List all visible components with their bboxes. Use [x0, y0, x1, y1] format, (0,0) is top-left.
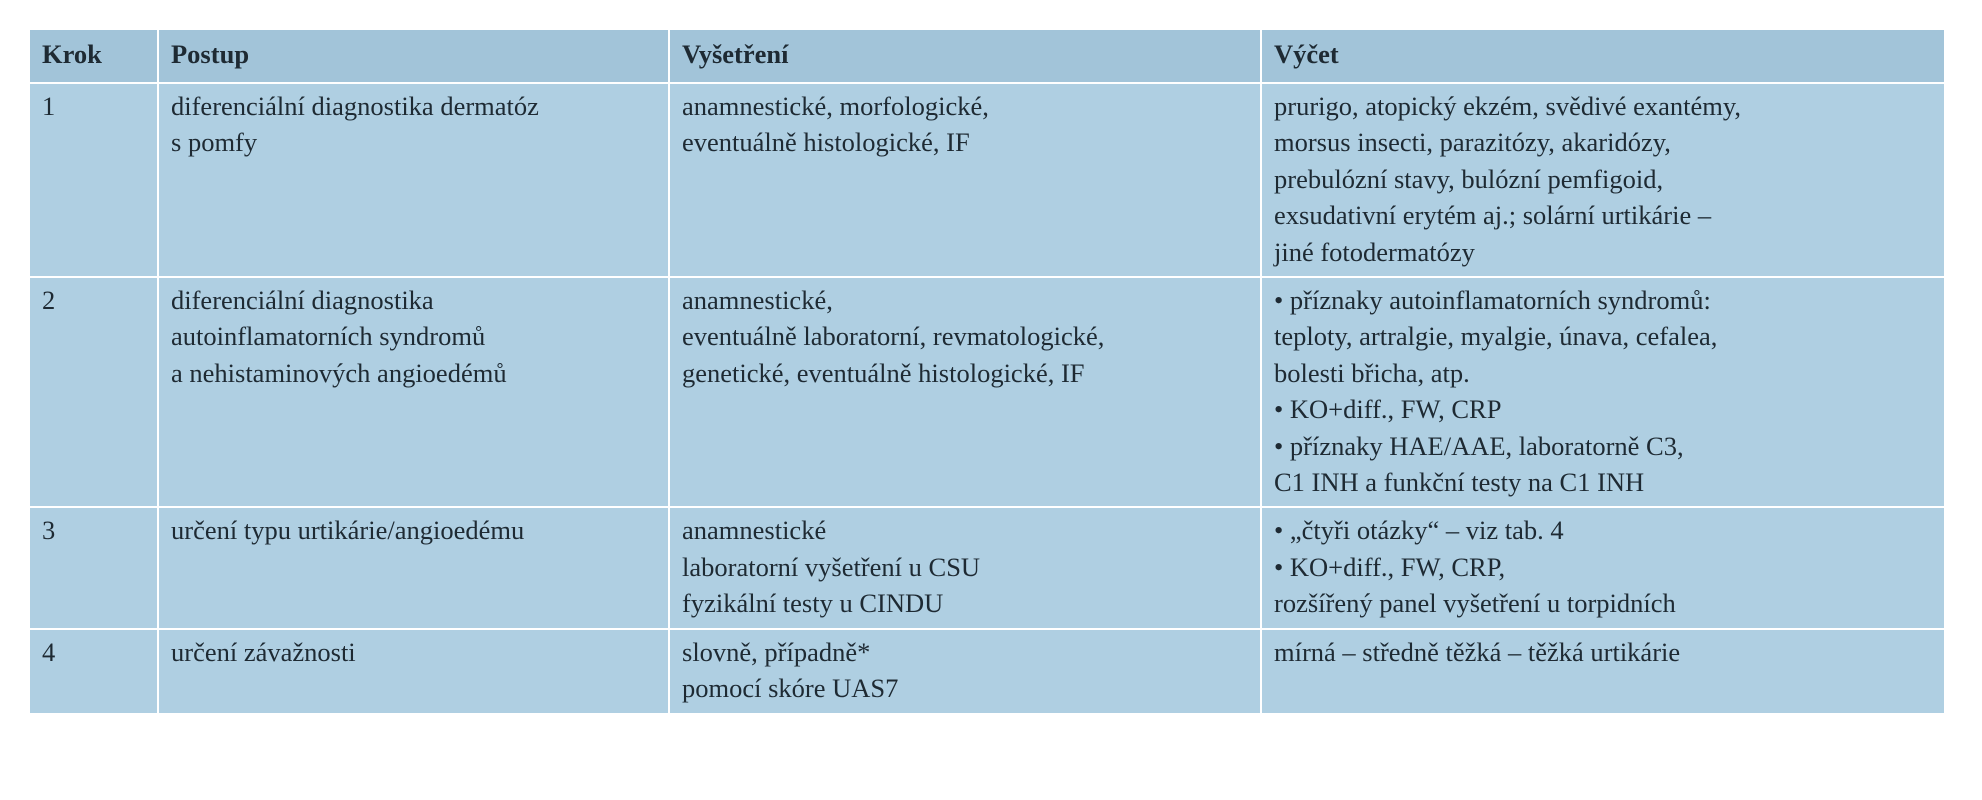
table-row — [29, 629, 1945, 714]
vycet-line: prebulózní stavy, bulózní pemfigoid, — [1274, 163, 1664, 194]
table-header — [29, 29, 1945, 83]
vycet-line: rozšířený panel vyšetření u torpidních — [1274, 588, 1676, 619]
cell-krok — [29, 507, 158, 628]
table-container — [28, 28, 1944, 715]
cell-postup — [158, 83, 669, 277]
step-number: 1 — [42, 91, 56, 121]
vysetreni-line: anamnestické, morfologické, — [682, 91, 989, 121]
cell-krok — [29, 277, 158, 507]
table-body — [29, 83, 1945, 714]
diagnostic-steps-table — [28, 28, 1946, 715]
step-number: 3 — [42, 515, 56, 546]
vycet-line: • „čtyři otázky“ – viz tab. 4 — [1274, 515, 1564, 546]
cell-vycet — [1261, 507, 1945, 628]
postup-line: s pomfy — [171, 127, 258, 158]
table-row — [29, 277, 1945, 507]
postup-line: autoinflamatorních syndromů — [171, 321, 486, 352]
vysetreni-line: anamnestické — [682, 515, 827, 546]
vycet-line: teploty, artralgie, myalgie, únava, cefalea, — [1274, 321, 1718, 352]
cell-vysetreni — [669, 277, 1261, 507]
vycet-line: jiné fotodermatózy — [1274, 236, 1475, 267]
cell-vysetreni — [669, 507, 1261, 628]
cell-vysetreni — [669, 629, 1261, 714]
postup-line: diferenciální diagnostika — [171, 285, 434, 316]
postup-line: určení závažnosti — [171, 636, 356, 667]
step-number: 2 — [42, 285, 56, 316]
vycet-line: • příznaky autoinflamatorních syndromů: — [1274, 285, 1711, 316]
vysetreni-line: anamnestické, — [682, 285, 833, 316]
vycet-line: prurigo, atopický ekzém, svědivé exantémy, — [1274, 91, 1742, 121]
vycet-line: • příznaky HAE/AAE, laboratorně C3, — [1274, 430, 1684, 461]
vycet-line: • KO+diff., FW, CRP — [1274, 394, 1502, 425]
vycet-line: bolesti břicha, atp. — [1274, 357, 1470, 388]
postup-line: určení typu urtikárie/angioedému — [171, 515, 525, 546]
postup-line: a nehistaminových angioedémů — [171, 357, 507, 388]
header-vycet: Výčet — [1261, 29, 1945, 83]
vysetreni-line: slovně, případně* — [682, 636, 871, 667]
vycet-line: morsus insecti, parazitózy, akaridózy, — [1274, 127, 1671, 158]
cell-vycet — [1261, 629, 1945, 714]
cell-postup — [158, 277, 669, 507]
cell-krok — [29, 629, 158, 714]
vysetreni-line: eventuálně histologické, IF — [682, 127, 970, 158]
header-row — [29, 29, 1945, 83]
header-krok: Krok — [29, 29, 158, 83]
vysetreni-line: genetické, eventuálně histologické, IF — [682, 357, 1085, 388]
table-row — [29, 83, 1945, 277]
vycet-line: C1 INH a funkční testy na C1 INH — [1274, 467, 1645, 498]
vycet-line: • KO+diff., FW, CRP, — [1274, 551, 1506, 582]
vycet-line: mírná – středně těžká – těžká urtikárie — [1274, 636, 1681, 667]
postup-line: diferenciální diagnostika dermatóz — [171, 91, 539, 121]
table-row — [29, 507, 1945, 628]
header-postup: Postup — [158, 29, 669, 83]
cell-vycet — [1261, 277, 1945, 507]
header-vysetreni: Vyšetření — [669, 29, 1261, 83]
vysetreni-line: pomocí skóre UAS7 — [682, 673, 899, 704]
cell-vysetreni — [669, 83, 1261, 277]
vysetreni-line: fyzikální testy u CINDU — [682, 588, 944, 619]
cell-vycet — [1261, 83, 1945, 277]
cell-krok — [29, 83, 158, 277]
cell-postup — [158, 507, 669, 628]
vysetreni-line: eventuálně laboratorní, revmatologické, — [682, 321, 1105, 352]
step-number: 4 — [42, 636, 56, 667]
vycet-line: exsudativní erytém aj.; solární urtikárie – — [1274, 200, 1712, 231]
cell-postup — [158, 629, 669, 714]
vysetreni-line: laboratorní vyšetření u CSU — [682, 551, 981, 582]
